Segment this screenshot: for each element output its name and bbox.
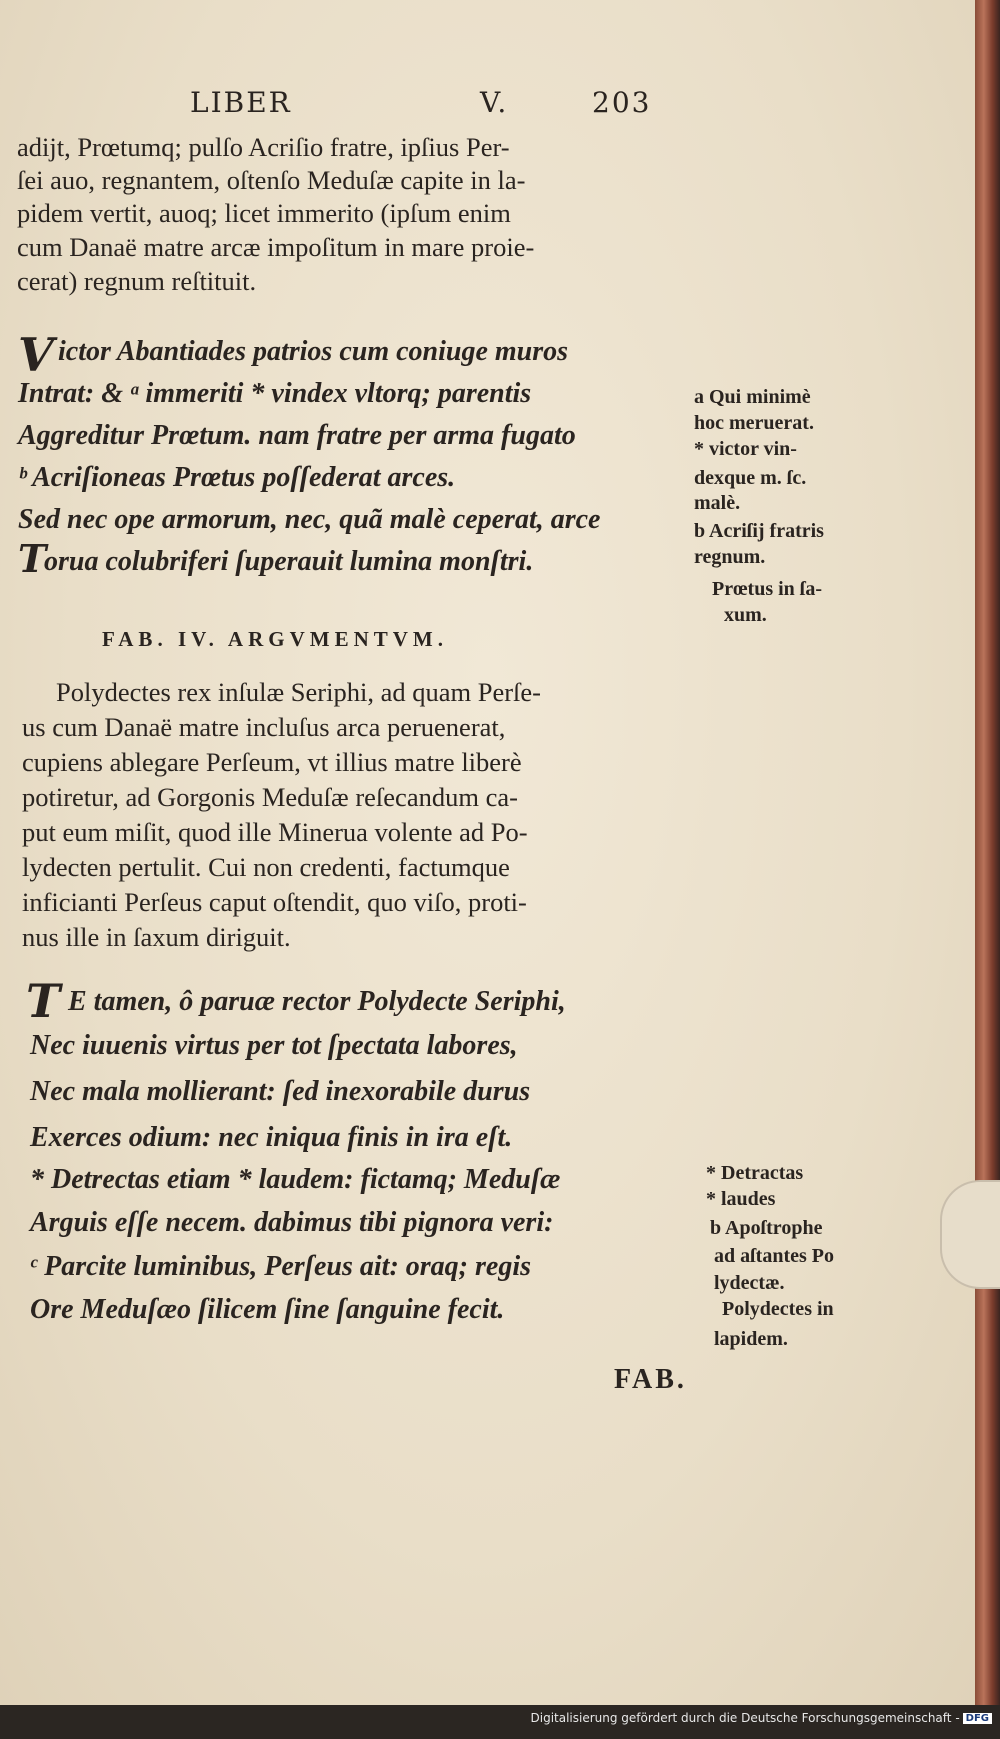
margin-note: regnum. xyxy=(694,546,766,568)
prose-line: put eum miſit, quod ille Minerua volente ad Po- xyxy=(22,817,528,847)
prose-line: cerat) regnum reſtituit. xyxy=(17,266,257,296)
verse-line: ictor Abantiades patrios cum coniuge muros xyxy=(58,336,569,367)
margin-note: * laudes xyxy=(706,1188,776,1210)
header-liber: LIBER xyxy=(190,86,292,119)
prose-line: ſei auo, regnantem, oſtenſo Meduſæ capite in la- xyxy=(17,165,526,195)
page-edge xyxy=(975,0,1000,1705)
verse-line: Ore Meduſæo ſilicem ſine ſanguine fecit. xyxy=(30,1294,505,1325)
prose-line: inficianti Perſeus caput oſtendit, quo viſo, proti- xyxy=(22,887,527,917)
prose-line: adijt, Prœtumq; pulſo Acriſio fratre, ipſius Per- xyxy=(17,132,510,162)
margin-note: * victor vin- xyxy=(694,438,797,460)
funding-credit-text: Digitalisierung gefördert durch die Deutsche Forschungsgemeinschaft - xyxy=(530,1711,960,1725)
verse-line: Intrat: & ᵃ immeriti * vindex vltorq; parentis xyxy=(18,378,532,409)
verse-line: Sed nec ope armorum, nec, quã malè ceperat, arce xyxy=(18,504,601,535)
margin-note: malè. xyxy=(694,492,741,514)
drop-capital: T xyxy=(18,536,47,581)
margin-note: b Acriſij fratris xyxy=(694,520,824,542)
prose-line: cupiens ablegare Perſeum, vt illius matre liberè xyxy=(22,747,522,777)
margin-note: * Detractas xyxy=(706,1162,804,1184)
dfg-logo: DFG xyxy=(963,1713,992,1724)
verse-line: Aggreditur Prœtum. nam fratre per arma fugato xyxy=(18,420,576,451)
drop-capital: V xyxy=(18,328,54,382)
prose-line: Polydectes rex inſulæ Seriphi, ad quam Perſe- xyxy=(56,677,541,707)
prose-line: potiretur, ad Gorgonis Meduſæ reſecandum ca- xyxy=(22,782,518,812)
verse-line: Nec mala mollierant: ſed inexorabile durus xyxy=(30,1076,531,1107)
margin-note: dexque m. ſc. xyxy=(694,467,807,489)
verse-line: ᶜ Parcite luminibus, Perſeus ait: oraq; regis xyxy=(30,1251,531,1282)
prose-line: lydecten pertulit. Cui non credenti, factumque xyxy=(22,852,510,882)
funding-credit xyxy=(531,1711,993,1725)
verse-line: Exerces odium: nec iniqua finis in ira eſt. xyxy=(30,1122,513,1153)
margin-note: hoc meruerat. xyxy=(694,412,814,434)
header-volume: V. xyxy=(480,86,509,119)
margin-note: xum. xyxy=(724,604,767,626)
drop-capital: T xyxy=(26,974,61,1028)
verse-line: Arguis eſſe necem. dabimus tibi pignora veri: xyxy=(30,1207,554,1238)
verse-line: * Detrectas etiam * laudem: fictamq; Meduſæ xyxy=(30,1164,561,1195)
catchword: FAB. xyxy=(614,1364,687,1395)
bookmark-tab xyxy=(940,1180,1000,1289)
argument-title: FAB. IV. ARGVMENTVM. xyxy=(102,627,448,651)
margin-note: b Apoſtrophe xyxy=(710,1217,823,1239)
margin-note: ad aſtantes Po xyxy=(714,1245,834,1267)
verse-line: ᵇ Acriſioneas Prœtus poſſederat arces. xyxy=(18,462,456,493)
margin-note: Prœtus in ſa- xyxy=(712,578,822,600)
verse-line: E tamen, ô paruæ rector Polydecte Seriphi, xyxy=(68,986,566,1017)
prose-line: pidem vertit, auoq; licet immerito (ipſum enim xyxy=(17,198,511,228)
verse-line: Nec iuuenis virtus per tot ſpectata labores, xyxy=(30,1030,518,1061)
prose-line: nus ille in ſaxum diriguit. xyxy=(22,922,291,952)
margin-note: lydectæ. xyxy=(714,1272,785,1294)
prose-line: cum Danaë matre arcæ impoſitum in mare proie- xyxy=(17,232,535,262)
verse-line: orua colubriferi ſuperauit lumina monſtri. xyxy=(44,546,534,577)
margin-note: Polydectes in xyxy=(722,1298,834,1320)
margin-note: lapidem. xyxy=(714,1328,788,1350)
page-number: 203 xyxy=(592,86,652,119)
margin-note: a Qui minimè xyxy=(694,386,811,408)
prose-line: us cum Danaë matre incluſus arca peruenerat, xyxy=(22,712,506,742)
